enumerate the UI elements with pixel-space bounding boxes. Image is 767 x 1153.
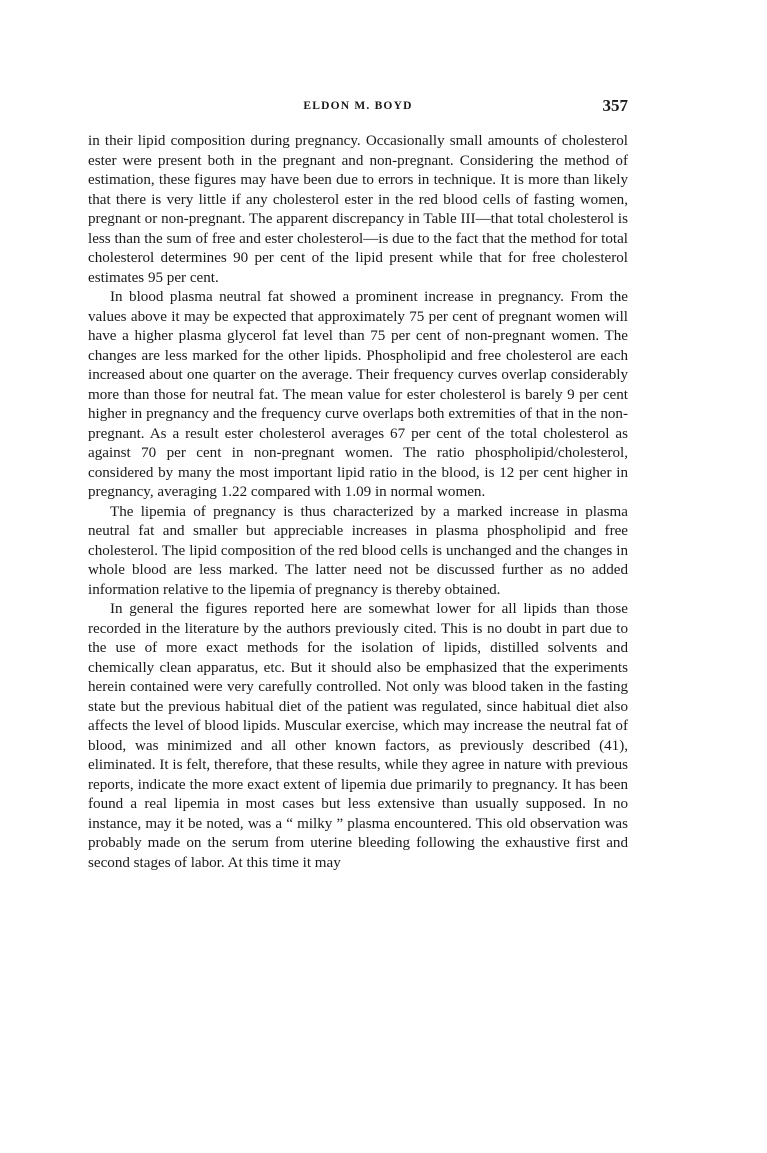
paragraph-literature-comparison: In general the figures reported here are somewhat lower for all lipids than those recorded in the literature by the authors previously cited. This is no doubt in part due to the use of more exact methods for the isolation of lipids, distilled solvents and chemically clean apparatus, etc. But it should also be emphasized that the experiments herein contained were very carefully controlled. Not only was blood taken in the fasting state but the previous habitual diet of the patient was regulated, since habitual diet also affects the level of blood lipids. Muscular exercise, which may increase the neutral fat of blood, was minimized and all other known factors, as previously described (41), eliminated. It is felt, therefore, that these results, while they agree in nature with previous reports, indicate the more exact extent of lipemia due primarily to pregnancy. It has been found a real lipemia in most cases but less extensive than usually supposed. In no instance, may it be noted, was a “ milky ” plasma encountered. This old observation was probably made on the serum from uterine bleeding following the exhaustive first and second stages of labor. At this time it may [88,601,628,871]
journal-page [88,96,628,873]
running-title: ELDON M. BOYD [303,100,413,112]
page-number: 357 [602,96,628,115]
paragraph-continued: in their lipid composition during pregnancy. Occasionally small amounts of cholesterol ester were present both in the pregnant and non-pregnant. Considering the method of estimation, these figures may have been due to errors in technique. It is more than likely that there is very little if any cholesterol ester in the red blood cells of fasting women, pregnant or non-pregnant. The apparent discrepancy in Table III—that total cholesterol is less than the sum of free and ester cholesterol—is due to the fact that the method for total cholesterol determines 90 per cent of the lipid present while that for free cholesterol estimates 95 per cent. [88,133,628,286]
paragraph-lipemia-summary: The lipemia of pregnancy is thus characterized by a marked increase in plasma neutral fat and smaller but appreciable increases in plasma phospholipid and free cholesterol. The lipid composition of the red blood cells is unchanged and the changes in whole blood are less marked. The latter need not be discussed further as no added information relative to the lipemia of pregnancy is thereby obtained. [88,503,628,598]
paragraph-plasma-lipids: In blood plasma neutral fat showed a prominent increase in pregnancy. From the values above it may be expected that approximately 75 per cent of pregnant women will have a higher plasma glycerol fat level than 75 per cent of non-pregnant women. The changes are less marked for the other lipids. Phospholipid and free cholesterol are each increased about one quarter on the average. Their frequency curves overlap considerably more than those for neutral fat. The mean value for ester cholesterol is barely 9 per cent higher in pregnancy and the frequency curve overlaps both extremities of that in the non-pregnant. As a result ester cholesterol averages 67 per cent of the total cholesterol as against 70 per cent in non-pregnant women. The ratio phospholipid/cholesterol, considered by many the most important lipid ratio in the blood, is 12 per cent higher in pregnancy, averaging 1.22 compared with 1.09 in normal women. [88,289,628,500]
running-head [88,96,628,120]
body-text [88,132,628,873]
